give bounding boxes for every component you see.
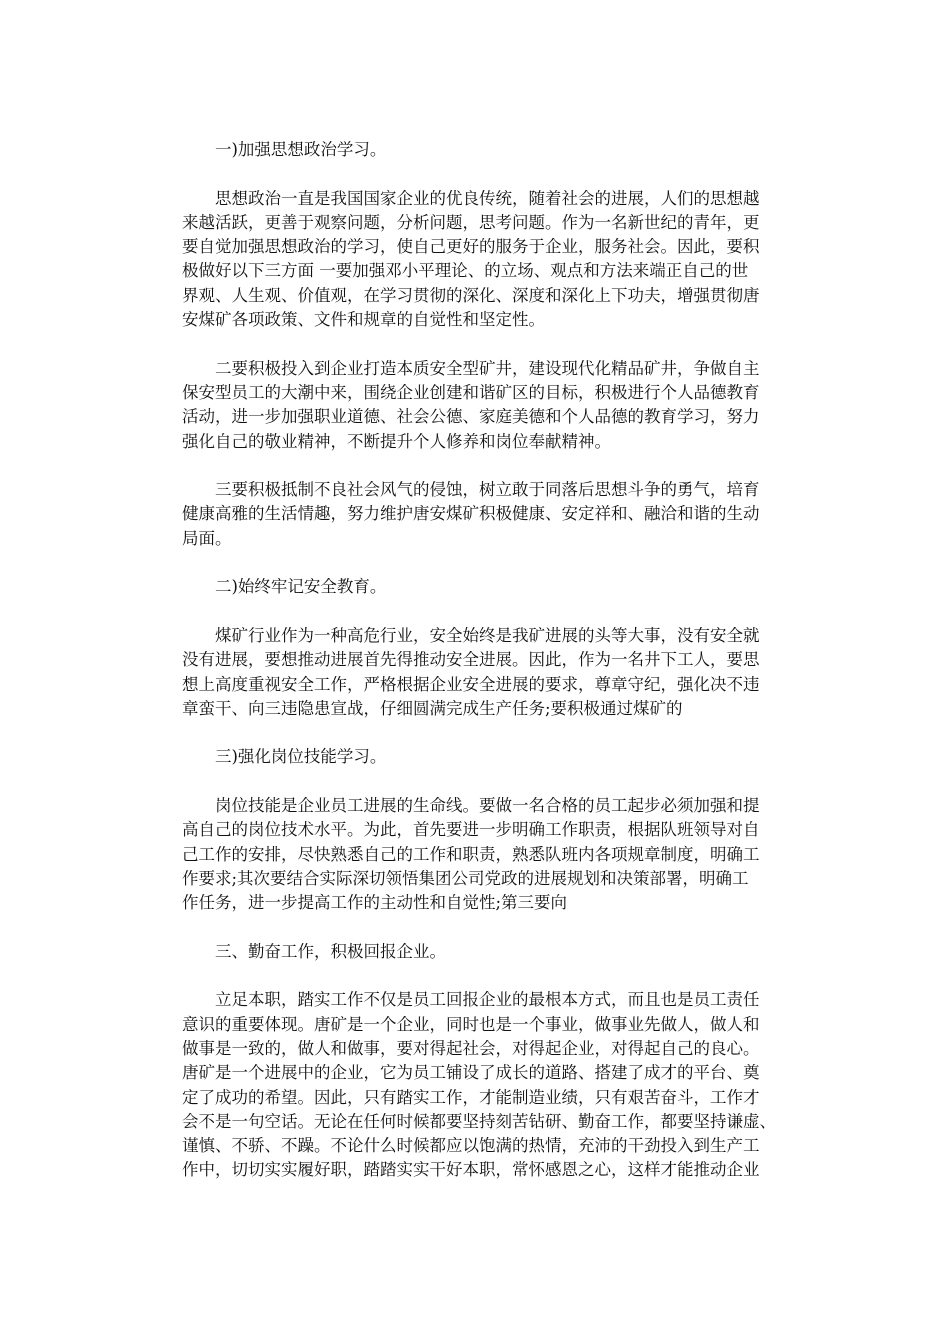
paragraph [182,357,778,454]
text-line: 想上高度重视安全工作，严格根据企业安全进展的要求，尊章守纪，强化决不违 [182,674,760,694]
text-line: 立足本职，踏实工作不仅是员工回报企业的最根本方式，而且也是员工责任 [215,990,760,1010]
text-line: 己工作的安排，尽快熟悉自己的工作和职责，熟悉队班内各项规章制度，明确工 [182,844,760,864]
text-line: 会不是一句空话。无论在任何时候都要坚持刻苦钻研、勤奋工作，都要坚持谦虚、 [182,1111,776,1131]
text-line: 二)始终牢记安全教育。 [215,577,387,597]
text-line: 二要积极投入到企业打造本质安全型矿井，建设现代化精品矿井，争做自主 [215,358,760,378]
text-line: 局面。 [182,528,232,548]
text-line: 没有进展，要想推动进展首先得推动安全进展。因此，作为一名井下工人，要思 [182,650,760,670]
text-line: 界观、人生观、价值观，在学习贯彻的深化、深度和深化上下功夫，增强贯彻唐 [182,285,760,305]
paragraph [182,187,778,333]
text-line: 谨慎、不骄、不躁。不论什么时候都应以饱满的热情，充沛的干劲投入到生产工 [182,1136,760,1156]
text-line: 三、勤奋工作，积极回报企业。 [215,941,446,961]
text-line: 唐矿是一个进展中的企业，它为员工铺设了成长的道路、搭建了成才的平台、奠 [182,1063,760,1083]
text-line: 作要求;其次要结合实际深切领悟集团公司党政的进展规划和决策部署，明确工 [182,868,749,888]
document-body [182,138,778,1207]
paragraph [182,988,778,1182]
paragraph [182,478,778,551]
section-heading [182,138,778,162]
text-line: 三要积极抵制不良社会风气的侵蚀，树立敢于同落后思想斗争的勇气，培育 [215,480,760,500]
section-heading [182,745,778,769]
section-heading [182,575,778,599]
text-line: 煤矿行业作为一种高危行业，安全始终是我矿进展的头等大事，没有安全就 [215,625,760,645]
text-line: 章蛮干、向三违隐患宣战，仔细圆满完成生产任务;要积极通过煤矿的 [182,698,683,718]
text-line: 安煤矿各项政策、文件和规章的自觉性和坚定性。 [182,310,545,330]
text-line: 高自己的岗位技术水平。为此，首先要进一步明确工作职责，根据队班领导对自 [182,820,760,840]
paragraph [182,624,778,721]
text-line: 极做好以下三方面 一要加强邓小平理论、的立场、观点和方法来端正自己的世 [182,261,749,281]
text-line: 强化自己的敬业精神，不断提升个人修养和岗位奉献精神。 [182,431,611,451]
text-line: 做事是一致的，做人和做事，要对得起社会，对得起企业，对得起自己的良心。 [182,1038,760,1058]
text-line: 要自觉加强思想政治的学习，使自己更好的服务于企业，服务社会。因此，要积 [182,237,760,257]
text-line: 定了成功的希望。因此，只有踏实工作，才能制造业绩，只有艰苦奋斗，工作才 [182,1087,760,1107]
text-line: 意识的重要体现。唐矿是一个企业，同时也是一个事业，做事业先做人，做人和 [182,1014,760,1034]
text-line: 一)加强思想政治学习。 [215,140,387,159]
text-line: 健康高雅的生活情趣，努力维护唐安煤矿积极健康、安定祥和、融洽和谐的生动 [182,504,760,524]
section-heading [182,940,778,964]
text-line: 保安型员工的大潮中来，围绕企业创建和谐矿区的目标，积极进行个人品德教育 [182,382,760,402]
text-line: 思想政治一直是我国国家企业的优良传统，随着社会的进展，人们的思想越 [215,188,760,208]
text-line: 岗位技能是企业员工进展的生命线。要做一名合格的员工起步必须加强和提 [215,796,760,816]
text-line: 作中，切切实实履好职，踏踏实实干好本职，常怀感恩之心，这样才能推动企业 [182,1160,760,1180]
text-line: 三)强化岗位技能学习。 [215,747,387,767]
paragraph [182,794,778,915]
text-line: 作任务，进一步提高工作的主动性和自觉性;第三要向 [182,893,568,913]
text-line: 活动，进一步加强职业道德、社会公德、家庭美德和个人品德的教育学习，努力 [182,407,760,427]
text-line: 来越活跃，更善于观察问题，分析问题，思考问题。作为一名新世纪的青年，更 [182,212,760,232]
